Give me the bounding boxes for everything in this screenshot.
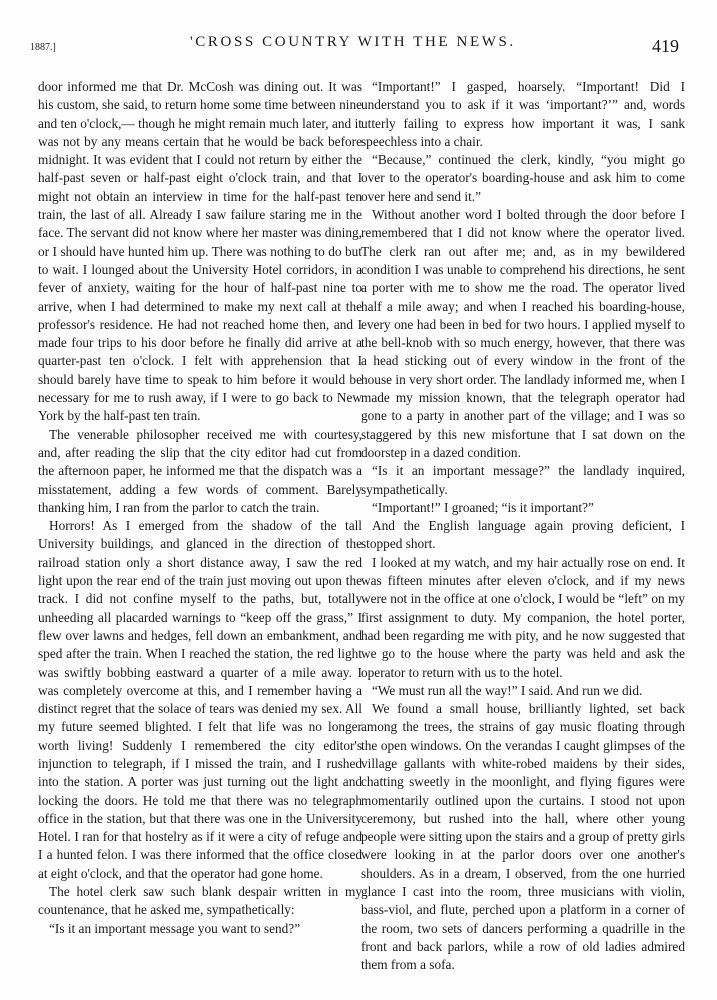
paragraph: I looked at my watch, and my hair actually rose on end. It was fifteen minutes after eleven o'clock, and if my news were not in the office at one o'clock, I would be “left” on my first assignment to duty. My companion, the hotel porter, had been regarding me with pity, and he now suggested that we go to the house where the party was held and ask the operator to return with us to the hotel.	[361, 554, 685, 680]
running-title: 'CROSS COUNTRY WITH THE NEWS.	[190, 34, 516, 50]
paragraph: “We must run all the way!” I said. And run we did.	[372, 682, 643, 698]
paragraph: The venerable philosopher received me with courtesy, and, after reading the slip that the city editor had cut from the afternoon paper, he informed me that the dispatch was a misstatement, adding a few words of comment. Barely thanking him, I ran from the parlor to catch the train.	[38, 426, 362, 515]
paragraph: “Because,” continued the clerk, kindly, “you might go over to the operator's boarding-house and ask him to come over here and send it.”	[361, 152, 685, 204]
paragraph: We found a small house, brilliantly lighted, set back among the trees, the strains of gay music floating through the open windows. On the verandas I caught glimpses of the village gallants with white-robed maidens by their sides, chatting sweetly in the moonlight, and flying figures were momentarily outlined upon the curtains. I stood not upon ceremony, but rushed into the hall, where other young people were sitting upon the stairs and a group of pretty girls were looking in at the parlor doors over one another's shoulders. As in a dream, I observed, from the one hurried glance I cast into the room, three musicians with violin, bass-viol, and flute, perched upon a platform in a corner of the room, two sets of dancers performing a quadrille in the front and back parlors, while a row of old ladies admired them from a sofa.	[361, 701, 685, 973]
paragraph: “Important!” I gasped, hoarsely. “Important! Did I understand you to ask if it was ‘important?’” and, words utterly failing to express how important it was, I sank speechless into a chair.	[361, 79, 685, 149]
left-column	[38, 78, 362, 938]
page-number: 419	[652, 36, 679, 56]
paragraph: “Is it an important message?” the landlady inquired, sympathetically.	[361, 463, 685, 497]
paragraph: “Important!” I groaned; “is it important?”	[372, 499, 594, 515]
paragraph: “Is it an important message you want to send?”	[49, 920, 301, 936]
paragraph: The hotel clerk saw such blank despair written in my countenance, that he asked me, sympathetically:	[38, 884, 362, 918]
right-column	[361, 78, 685, 975]
paragraph: Horrors! As I emerged from the shadow of the tall University buildings, and glanced in the direction of the railroad station only a short distance away, I saw the red light upon the rear end of the train just moving out upon the track. I did not confine myself to the paths, but, totally unheeding all placarded warnings to “keep off the grass,” I flew over lawns and hedges, fell down an embankment, and sped after the train. When I reached the station, the red light was swiftly bobbing eastward a quarter of a mile away. I was completely overcome at this, and I remember having a distinct regret that the solace of tears was denied my sex. All my future seemed blighted. I felt that life was no longer worth living! Suddenly I remembered the city editor's injunction to telegraph, if I missed the train, and I rushed into the station. A porter was just turning out the light and locking the doors. He told me that there was no telegraph office in the station, but that there was one in the University Hotel. I ran for that hostelry as if it were a city of refuge and I a hunted felon. I was there informed that the office closed at eight o'clock, and that the operator had gone home.	[38, 518, 362, 881]
paragraph: door informed me that Dr. McCosh was dining out. It was his custom, she said, to return home some time between nine and ten o'clock,— though he might remain much later, and it was not by any means certain that he would be back before midnight. It was evident that I could not return by either the half-past seven or half-past eight o'clock train, and that I might not obtain an interview in time for the half-past ten train, the last of all. Already I saw failure staring me in the face. The servant did not know where her master was dining, or I should have hunted him up. There was nothing to do but to wait. I lounged about the University Hotel corridors, in a fever of anxiety, waiting for the hour of half-past nine to arrive, when I had determined to make my next call at the professor's residence. He had not reached home then, and I made four trips to his door before he finally did arrive at a quarter-past ten o'clock. I felt with apprehension that I should barely have time to speak to him before it would be necessary for me to rush away, if I were to go back to New York by the half-past ten train.	[38, 79, 362, 424]
paragraph: And the English language again proving deficient, I stopped short.	[361, 518, 685, 552]
paragraph: Without another word I bolted through the door before I remembered that I did not know where the operator lived. The clerk ran out after me; and, as in my bewildered condition I was unable to comprehend his directions, he sent a porter with me to show me the road. The operator lived half a mile away; and when I reached his boarding-house, every one had been in bed for two hours. I applied myself to the bell-knob with so much energy, however, that there was a head sticking out of every window in the front of the house in very short order. The landlady informed me, when I made my mission known, that the telegraph operator had gone to a party in another part of the village; and I was so staggered by this new misfortune that I sat down on the doorstep in a dazed condition.	[361, 207, 685, 460]
header-year: 1887.]	[30, 42, 56, 53]
